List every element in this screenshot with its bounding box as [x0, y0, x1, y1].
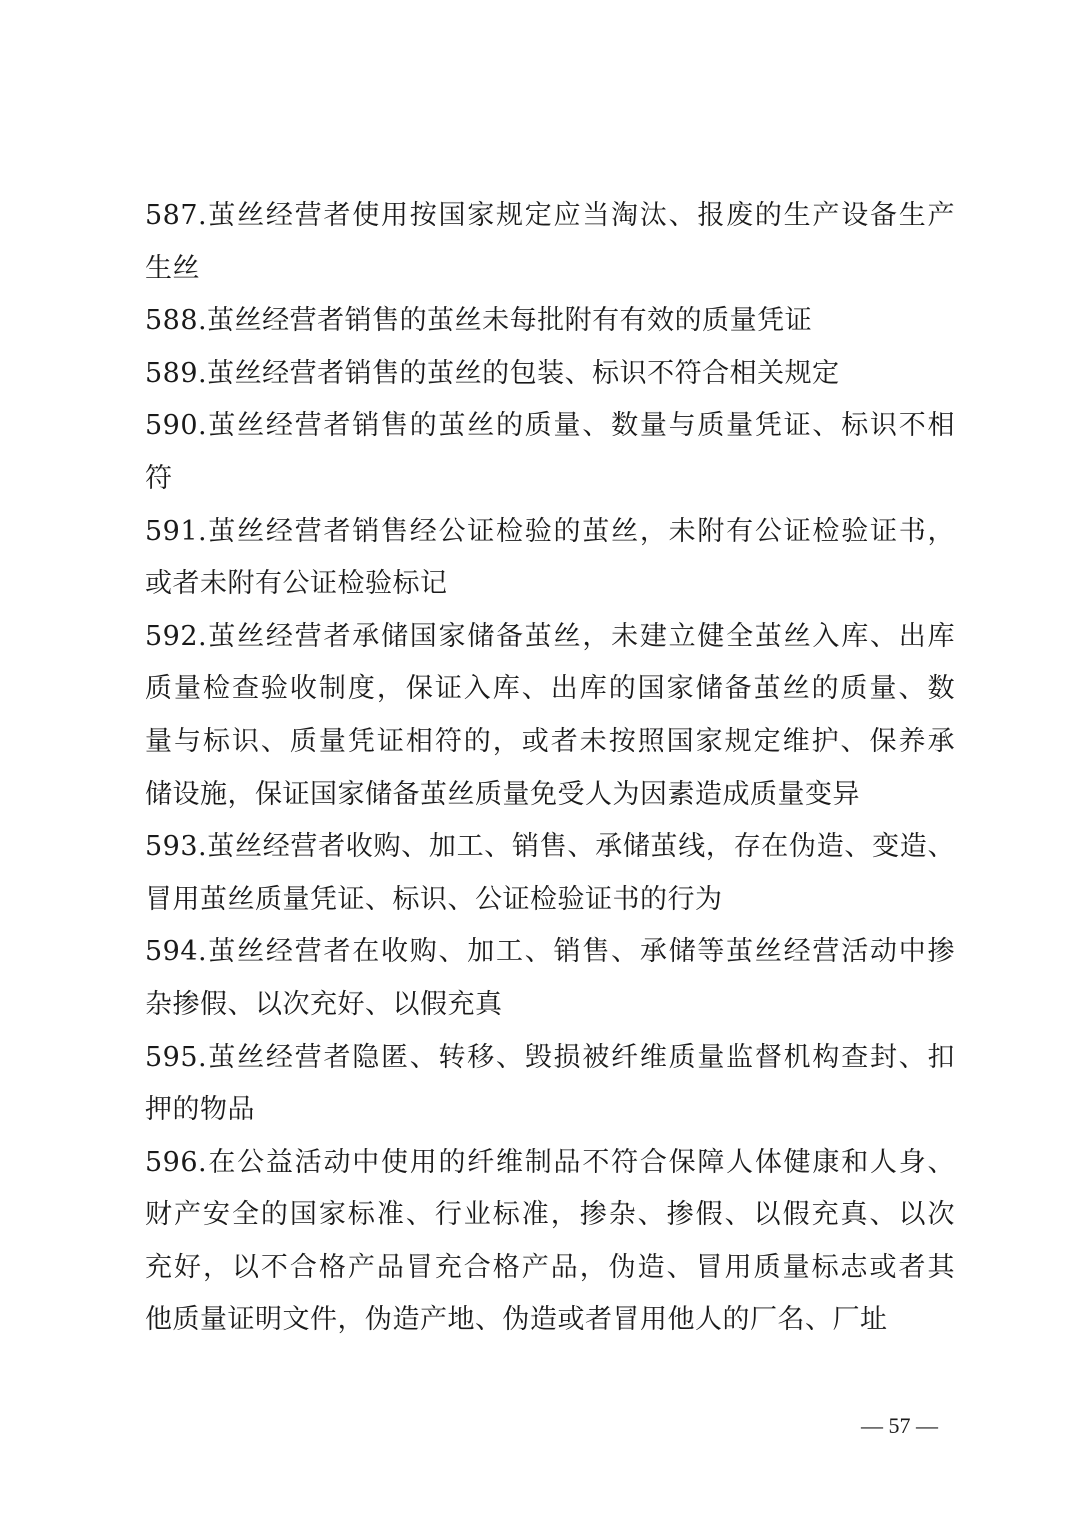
text-line: 595.茧丝经营者隐匿、转移、毁损被纤维质量监督机构查封、扣 — [145, 1041, 955, 1073]
text-line: 593.茧丝经营者收购、加工、销售、承储茧线，存在伪造、变造、 — [145, 831, 955, 863]
text-line: 他质量证明文件，伪造产地、伪造或者冒用他人的厂名、厂址 — [145, 1304, 888, 1336]
text-line: 押的物品 — [145, 1094, 255, 1126]
text-line: 量与标识、质量凭证相符的，或者未按照国家规定维护、保养承 — [145, 725, 955, 757]
text-line: 储设施，保证国家储备茧丝质量免受人为因素造成质量变异 — [145, 778, 860, 810]
text-line: 589.茧丝经营者销售的茧丝的包装、标识不符合相关规定 — [145, 357, 840, 389]
text-line: 财产安全的国家标准、行业标准，掺杂、掺假、以假充真、以次 — [145, 1199, 955, 1231]
text-line: 冒用茧丝质量凭证、标识、公证检验证书的行为 — [145, 883, 723, 915]
text-line: 588.茧丝经营者销售的茧丝未每批附有有效的质量凭证 — [145, 305, 813, 337]
text-line: 591.茧丝经营者销售经公证检验的茧丝，未附有公证检验证书， — [145, 515, 955, 547]
text-line: 生丝 — [145, 252, 200, 284]
text-line: 587.茧丝经营者使用按国家规定应当淘汰、报废的生产设备生产 — [145, 200, 955, 231]
text-line: 或者未附有公证检验标记 — [145, 568, 448, 600]
text-line: 符 — [145, 462, 173, 494]
text-line: 594.茧丝经营者在收购、加工、销售、承储等茧丝经营活动中掺 — [145, 936, 955, 968]
text-line: 充好，以不合格产品冒充合格产品，伪造、冒用质量标志或者其 — [145, 1251, 955, 1283]
text-line: 592.茧丝经营者承储国家储备茧丝，未建立健全茧丝入库、出库 — [145, 620, 955, 652]
text-line: 质量检查验收制度，保证入库、出库的国家储备茧丝的质量、数 — [145, 673, 955, 705]
text-line: 596.在公益活动中使用的纤维制品不符合保障人体健康和人身、 — [145, 1146, 955, 1178]
page-number: — 57 — — [861, 1413, 938, 1438]
text-line: 590.茧丝经营者销售的茧丝的质量、数量与质量凭证、标识不相 — [145, 410, 955, 442]
document-body — [145, 190, 955, 1347]
text-line: 杂掺假、以次充好、以假充真 — [145, 988, 503, 1020]
